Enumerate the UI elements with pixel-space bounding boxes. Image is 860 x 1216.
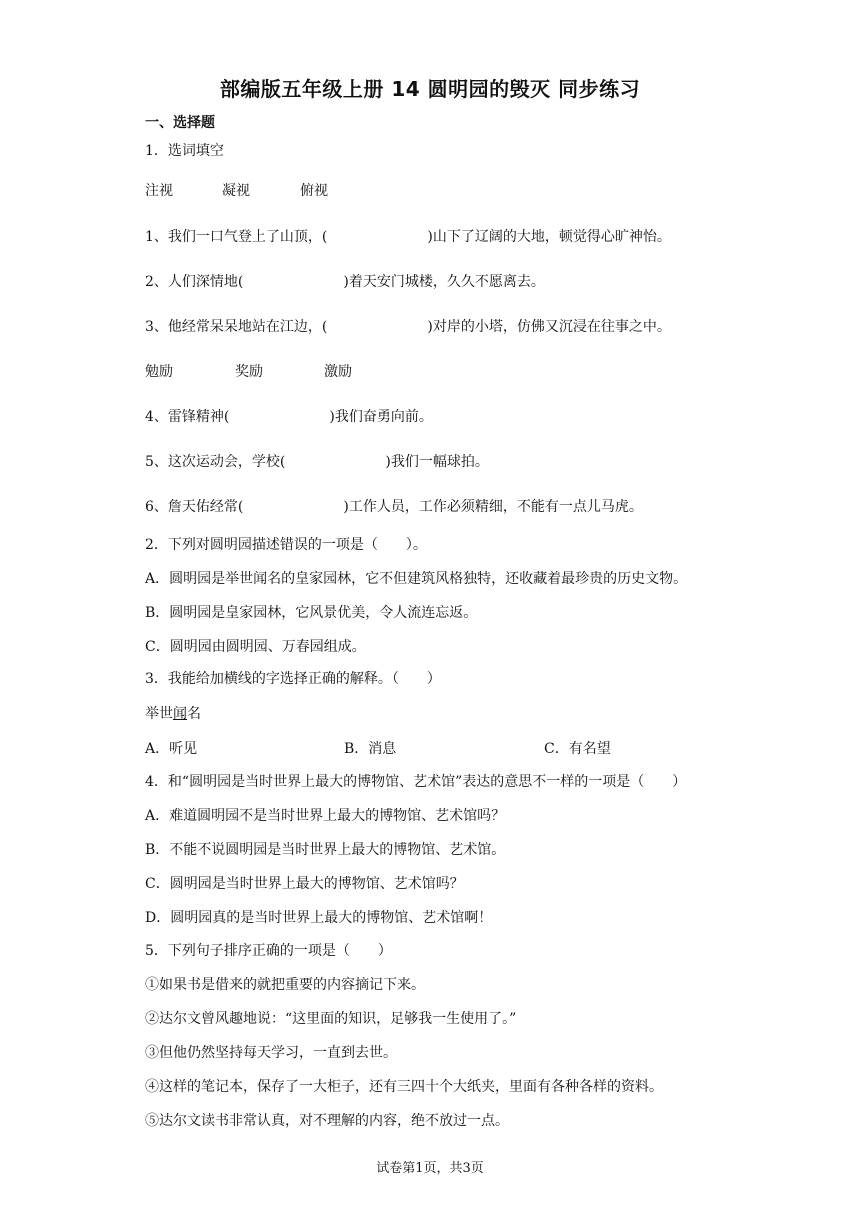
q1-word-group-1 xyxy=(145,182,328,200)
sentence-item: ①如果书是借来的就把重要的内容摘记下来。 xyxy=(145,977,425,993)
fill-blank-item: 4、雷锋精神( )我们奋勇向前。 xyxy=(145,409,433,425)
word-option: 激励 xyxy=(324,364,352,380)
fill-blank-item: 1、我们一口气登上了山顶，( )山下了辽阔的大地，顿觉得心旷神怡。 xyxy=(145,229,671,245)
page-title: 部编版五年级上册 14 圆明园的毁灭 同步练习 xyxy=(219,77,641,101)
choice-option[interactable]: C．有名望 xyxy=(544,741,611,757)
q3-phrase: 举世闻名 xyxy=(145,706,201,722)
word-option: 奖励 xyxy=(235,364,263,380)
word-option: 凝视 xyxy=(222,183,250,199)
fill-blank-item: 3、他经常呆呆地站在江边，( )对岸的小塔，仿佛又沉浸在往事之中。 xyxy=(145,319,671,335)
page-footer: 试卷第1页，共3页 xyxy=(376,1161,484,1176)
q1-word-group-2 xyxy=(145,363,352,381)
word-option: 注视 xyxy=(145,183,173,199)
q3-stem: 3．我能给加横线的字选择正确的解释。（ ） xyxy=(145,671,441,687)
choice-option[interactable]: A．圆明园是举世闻名的皇家园林，它不但建筑风格独特，还收藏着最珍贵的历史文物。 xyxy=(145,571,688,587)
underlined-char: 闻 xyxy=(173,706,187,722)
choice-option[interactable]: B．不能不说圆明园是当时世界上最大的博物馆、艺术馆。 xyxy=(145,842,506,858)
q3-options-row xyxy=(145,740,611,758)
q5-stem: 5．下列句子排序正确的一项是（ ） xyxy=(145,943,392,959)
sentence-item: ⑤达尔文读书非常认真，对不理解的内容，绝不放过一点。 xyxy=(145,1113,509,1129)
q2-stem: 2．下列对圆明园描述错误的一项是（ ）。 xyxy=(145,537,427,553)
sentence-item: ③但他仍然坚持每天学习，一直到去世。 xyxy=(145,1045,397,1061)
word-option: 俯视 xyxy=(300,183,328,199)
sentence-item: ②达尔文曾风趣地说：“这里面的知识，足够我一生使用了。” xyxy=(145,1011,517,1027)
choice-option[interactable]: D．圆明园真的是当时世界上最大的博物馆、艺术馆啊！ xyxy=(145,910,493,926)
choice-option[interactable]: B．圆明园是皇家园林，它风景优美，令人流连忘返。 xyxy=(145,605,478,621)
choice-option[interactable]: A．难道圆明园不是当时世界上最大的博物馆、艺术馆吗？ xyxy=(145,808,506,824)
choice-option[interactable]: C．圆明园由圆明园、万春园组成。 xyxy=(145,639,366,655)
choice-option[interactable]: C．圆明园是当时世界上最大的博物馆、艺术馆吗？ xyxy=(145,876,464,892)
fill-blank-item: 6、詹天佑经常( )工作人员，工作必须精细，不能有一点儿马虎。 xyxy=(145,499,643,515)
choice-option[interactable]: B．消息 xyxy=(344,741,397,757)
fill-blank-item: 5、这次运动会，学校( )我们一幅球拍。 xyxy=(145,454,489,470)
section-heading: 一、选择题 xyxy=(145,115,215,131)
sentence-item: ④这样的笔记本，保存了一大柜子，还有三四十个大纸夹，里面有各种各样的资料。 xyxy=(145,1079,663,1095)
choice-option[interactable]: A．听见 xyxy=(145,741,198,757)
fill-blank-item: 2、人们深情地( )着天安门城楼，久久不愿离去。 xyxy=(145,274,545,290)
word-option: 勉励 xyxy=(145,364,173,380)
q4-stem: 4．和“圆明园是当时世界上最大的博物馆、艺术馆”表达的意思不一样的一项是（ ） xyxy=(145,774,687,790)
q1-stem: 1．选词填空 xyxy=(145,143,224,159)
